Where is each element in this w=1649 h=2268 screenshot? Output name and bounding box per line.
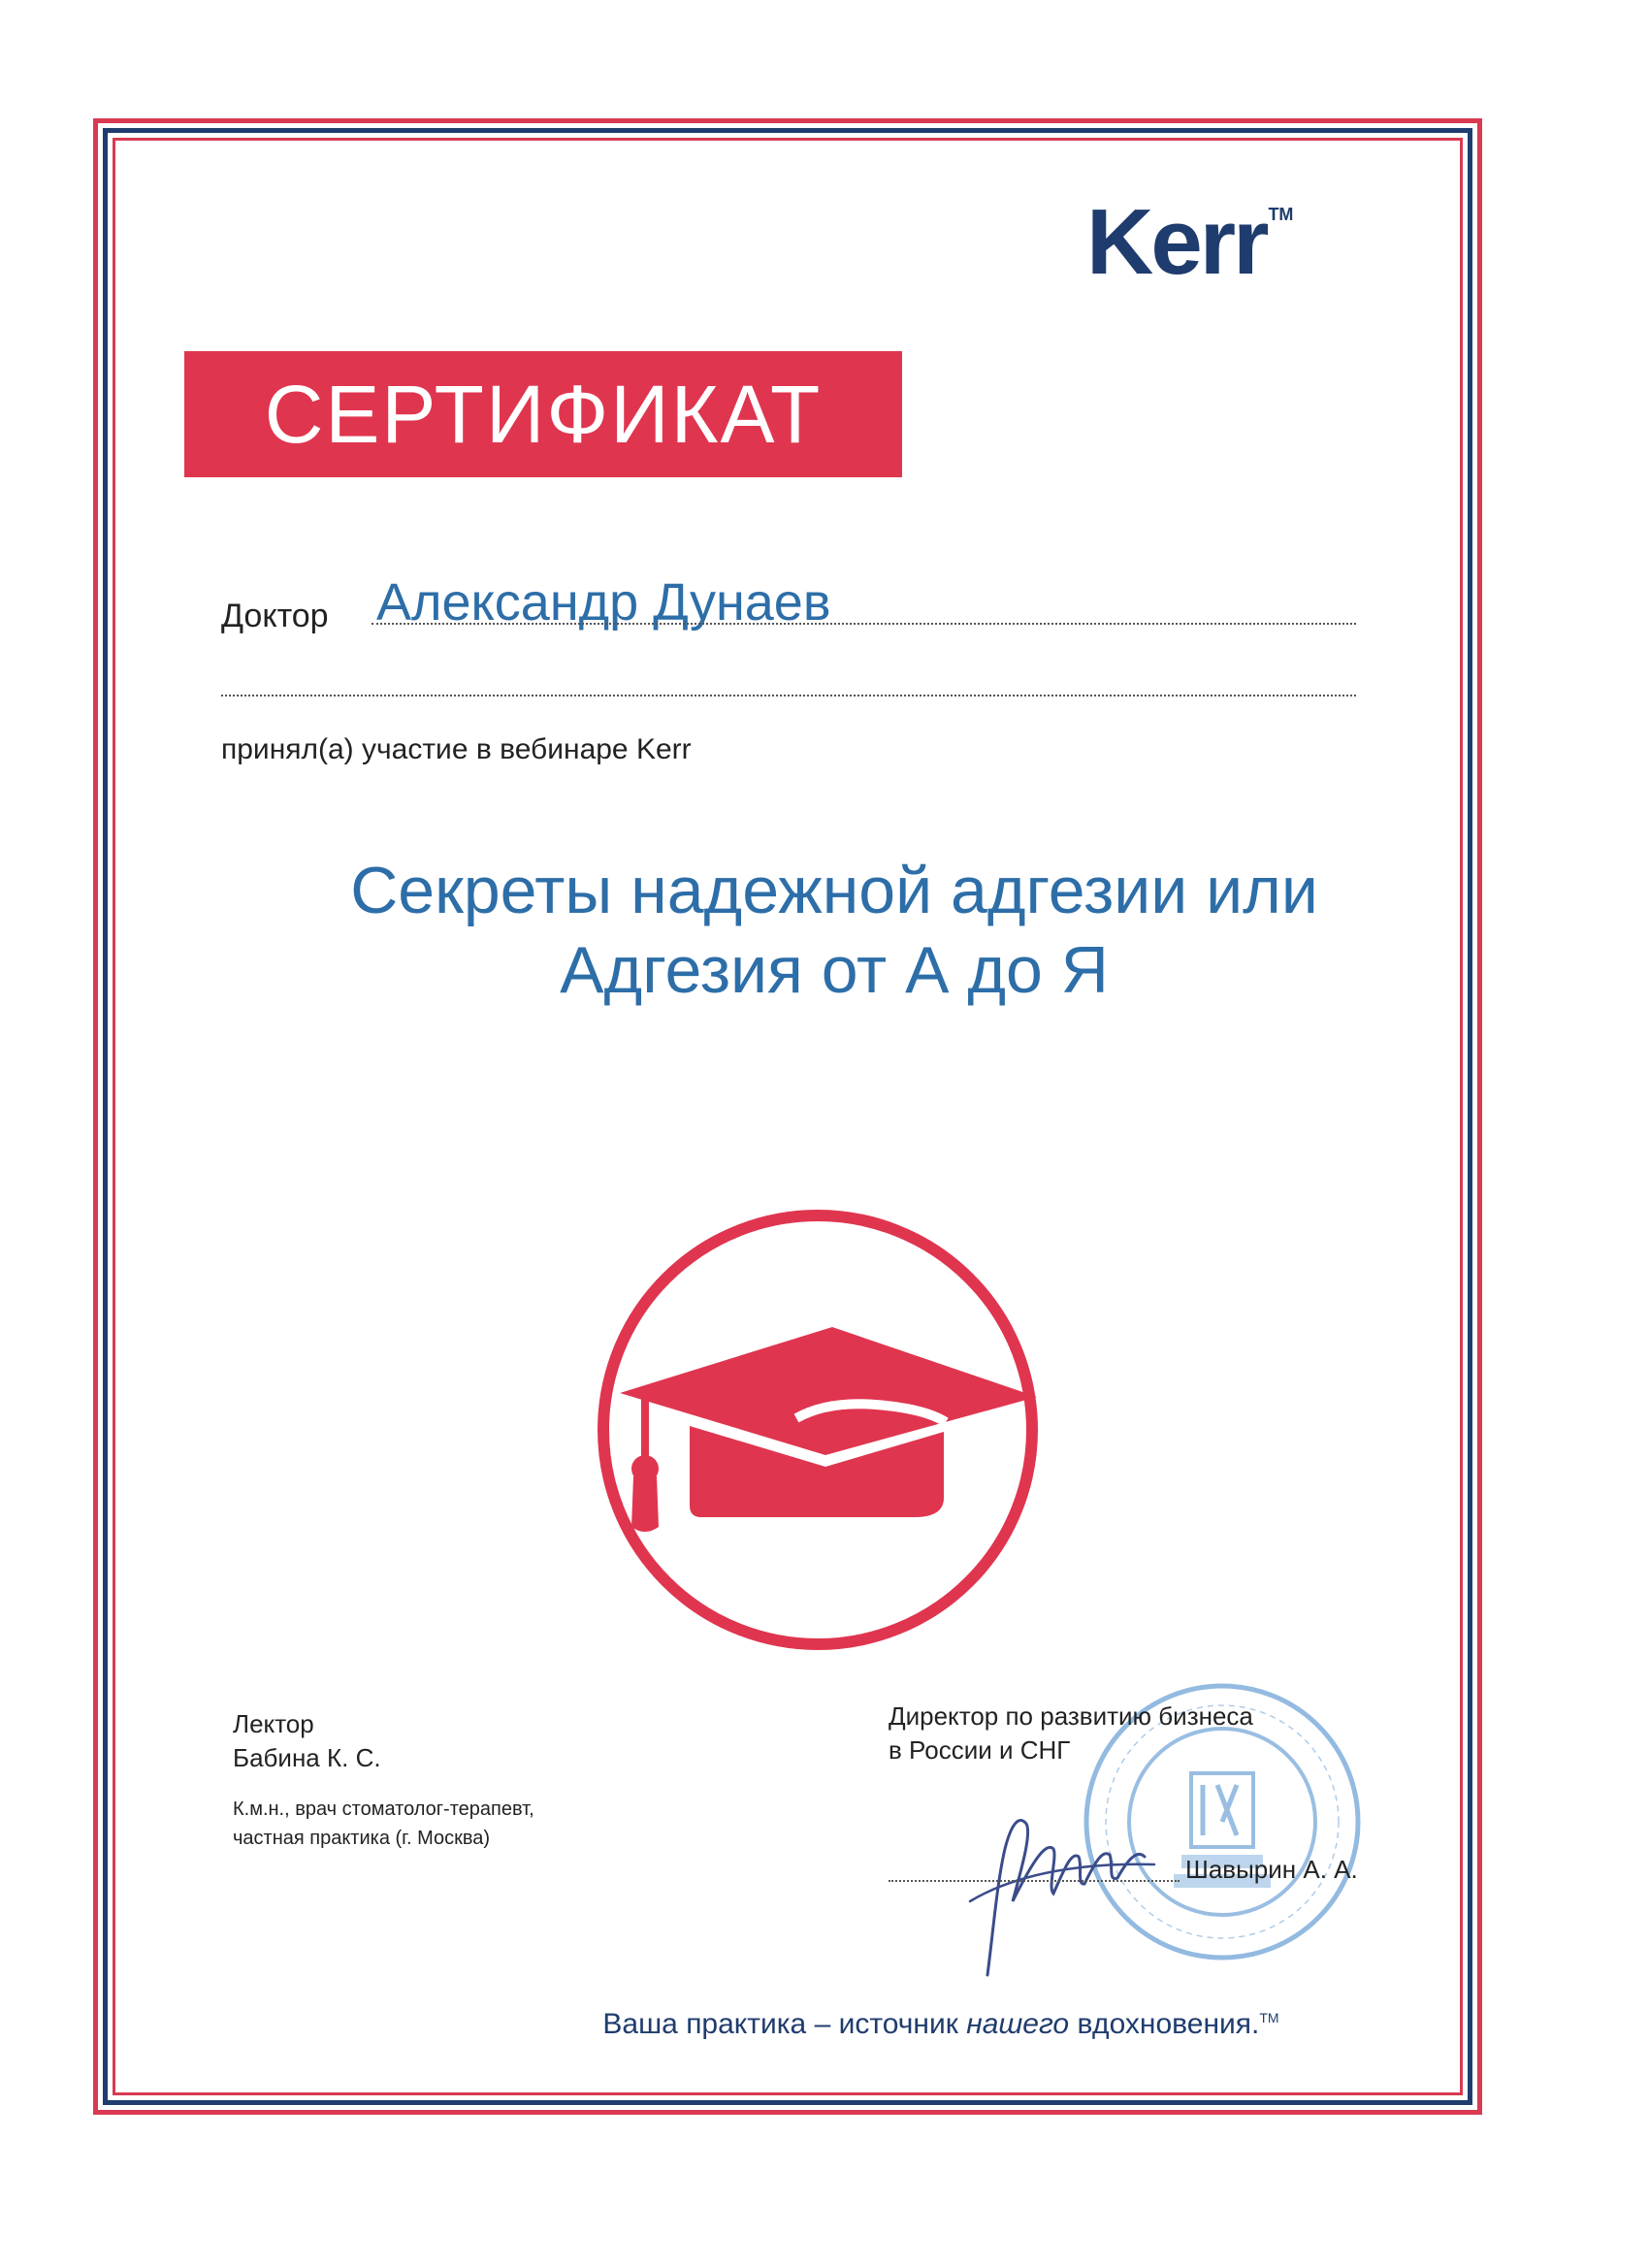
slogan-tm: TM [1259,2010,1279,2025]
slogan-part3: вдохновения. [1069,2008,1260,2040]
recipient-dotted-line [372,623,1356,625]
certificate-title: СЕРТИФИКАТ [264,369,823,460]
lecturer-block [233,1707,381,1776]
slogan [0,2008,1649,2041]
certificate-banner [184,351,902,477]
second-dotted-line [221,695,1356,697]
participation-text: принял(а) участие в вебинаре Kerr [221,733,692,765]
slogan-part2: нашего [966,2008,1070,2040]
director-role-line2: в России и СНГ [889,1735,1071,1766]
lecturer-desc-line1: К.м.н., врач стоматолог-терапевт, [233,1798,534,1820]
webinar-title [233,852,1436,1010]
signature-dotted-line [889,1880,1180,1882]
recipient-name: Александр Дунаев [376,573,831,632]
lecturer-role: Лектор [233,1709,314,1738]
recipient-row [221,572,1356,634]
webinar-title-line1: Секреты надежной адгезии или [350,854,1318,927]
director-name: Шавырин А. А. [1185,1855,1358,1884]
director-role-line1: Директор по развитию бизнеса [889,1701,1253,1731]
brand-name: Kerr [1086,190,1267,294]
brand-tm: TM [1268,205,1294,224]
lecturer-description [233,1795,534,1853]
kerr-logo [1086,190,1294,294]
lecturer-desc-line2: частная практика (г. Москва) [233,1828,491,1849]
graduation-cap-icon [595,1207,1041,1653]
recipient-label: Доктор [221,598,329,634]
webinar-title-line2: Адгезия от А до Я [560,932,1109,1007]
slogan-part1: Ваша практика – источник [602,2008,967,2040]
lecturer-name: Бабина К. С. [233,1743,381,1773]
